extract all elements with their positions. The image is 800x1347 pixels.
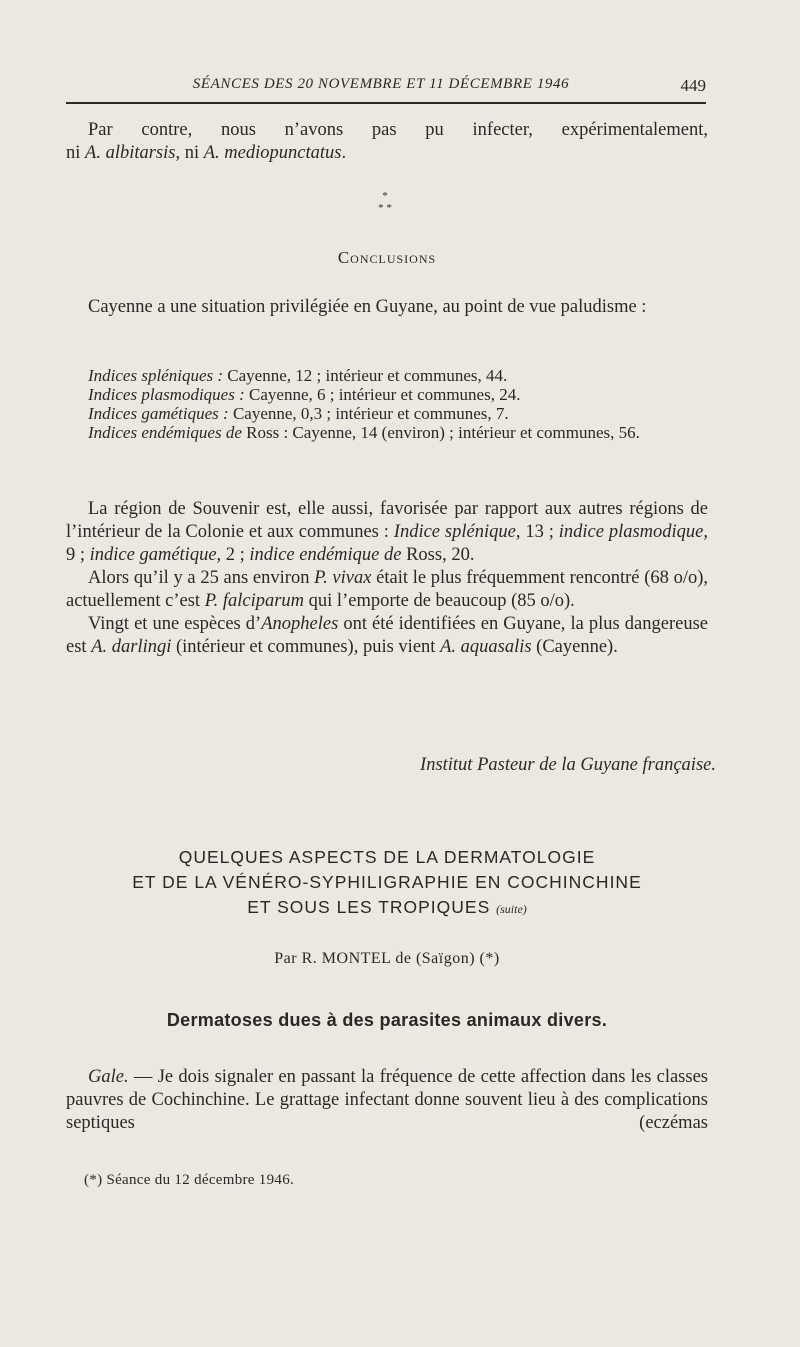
suite-note: (suite) bbox=[496, 902, 527, 916]
index-line bbox=[66, 423, 708, 442]
paragraph-text bbox=[66, 1066, 708, 1135]
gale-paragraph bbox=[66, 1066, 708, 1135]
text-run: , ni bbox=[175, 143, 204, 163]
index-value: Ross : Cayenne, 14 (environ) ; intérieur et communes, 56. bbox=[241, 423, 640, 442]
text-run: , 2 ; bbox=[216, 545, 250, 565]
text-run: qui l’emporte de beaucoup (85 o/o). bbox=[304, 591, 575, 611]
indices-list bbox=[66, 366, 708, 442]
species-name: A. mediopunctatus bbox=[203, 143, 342, 163]
text-run: . bbox=[341, 143, 347, 163]
index-term: indice plasmodique bbox=[558, 522, 704, 542]
text-run: , 9 ; bbox=[66, 522, 708, 565]
intro-paragraph bbox=[66, 119, 708, 165]
asterism bbox=[370, 190, 400, 214]
index-label: Indices plasmodiques : bbox=[88, 385, 245, 404]
conclusions-paragraph-1 bbox=[66, 296, 708, 319]
gale-label: Gale. bbox=[88, 1067, 129, 1087]
conclusions-paragraphs bbox=[66, 498, 708, 659]
text-run: ni bbox=[66, 143, 86, 163]
index-line bbox=[66, 366, 708, 385]
species-name: A. albitarsis bbox=[85, 143, 176, 163]
index-line bbox=[66, 385, 708, 404]
souvenir-paragraph bbox=[66, 498, 708, 567]
text-run: Vingt et une espèces d’ bbox=[88, 614, 262, 634]
section-title: Dermatoses dues à des parasites animaux divers. bbox=[166, 1010, 608, 1030]
species-name: P. falciparum bbox=[204, 591, 305, 611]
running-head: SÉANCES DES 20 NOVEMBRE ET 11 DÉCEMBRE 1946 bbox=[192, 76, 570, 92]
intro-line-2 bbox=[66, 142, 708, 165]
index-value: Cayenne, 12 ; intérieur et communes, 44. bbox=[223, 366, 508, 385]
asterism-top: * bbox=[382, 190, 388, 202]
article-title bbox=[66, 845, 708, 922]
anopheles-paragraph bbox=[66, 613, 708, 659]
text-run: Alors qu’il y a 25 ans environ bbox=[88, 568, 315, 588]
index-term: indice endémique de bbox=[249, 545, 402, 565]
article-title-line-1: QUELQUES ASPECTS DE LA DERMATOLOGIE bbox=[178, 847, 596, 867]
page-header bbox=[66, 76, 706, 104]
text-run: ont été identifiées en Guyane, la plus dangereuse est bbox=[66, 614, 708, 657]
author-byline: Par R. MONTEL de (Saïgon) (*) bbox=[274, 950, 500, 967]
intro-line-1: Par contre, nous n’avons pas pu infecter, expérimentalement, bbox=[88, 120, 708, 140]
asterism-bottom: * * bbox=[378, 202, 392, 214]
section-heading-conclusions: Conclusions bbox=[337, 248, 437, 267]
index-term: Indice splénique bbox=[393, 522, 516, 542]
page-number: 449 bbox=[680, 76, 706, 95]
index-value: Cayenne, 0,3 ; intérieur et communes, 7. bbox=[228, 404, 509, 423]
index-label: Indices gamétiques : bbox=[88, 404, 229, 423]
paragraph-text: Cayenne a une situation privilégiée en Guyane, au point de vue paludisme : bbox=[88, 297, 647, 317]
index-term: indice gamétique bbox=[89, 545, 217, 565]
article-title-line-2: ET DE LA VÉNÉRO-SYPHILIGRAPHIE EN COCHINCHINE bbox=[132, 872, 642, 892]
species-name: A. aquasalis bbox=[440, 637, 532, 657]
footnote: (*) Séance du 12 décembre 1946. bbox=[84, 1172, 295, 1188]
species-name: Anopheles bbox=[261, 614, 339, 634]
institution-signature: Institut Pasteur de la Guyane française. bbox=[420, 755, 716, 775]
text-run: (Cayenne). bbox=[531, 637, 618, 657]
index-label: Indices spléniques : bbox=[88, 366, 224, 385]
text-run: Ross, 20. bbox=[401, 545, 475, 565]
index-value: Cayenne, 6 ; intérieur et communes, 24. bbox=[244, 385, 521, 404]
plasmodium-paragraph bbox=[66, 567, 708, 613]
text-run: — Je dois signaler en passant la fréquence de cette affection dans les classes pauvres de Cochinchine. Le grattage infectant donne souvent lieu à des complications septiques (eczémas bbox=[66, 1067, 708, 1133]
species-name: A. darlingi bbox=[91, 637, 172, 657]
text-run: était le plus fréquemment rencontré (68 o/o), actuellement c’est bbox=[66, 568, 708, 611]
text-run: (intérieur et communes), puis vient bbox=[171, 637, 441, 657]
title-text: ET SOUS LES TROPIQUES bbox=[247, 897, 491, 917]
species-name: P. vivax bbox=[314, 568, 372, 588]
index-label: Indices endémiques de bbox=[88, 423, 242, 442]
text-run: , 13 ; bbox=[515, 522, 559, 542]
index-line bbox=[66, 404, 708, 423]
text-run: La région de Souvenir est, elle aussi, favorisée par rapport aux autres régions de l’intérieur de la Colonie et aux communes : bbox=[66, 499, 708, 542]
article-title-line-3 bbox=[66, 895, 708, 922]
